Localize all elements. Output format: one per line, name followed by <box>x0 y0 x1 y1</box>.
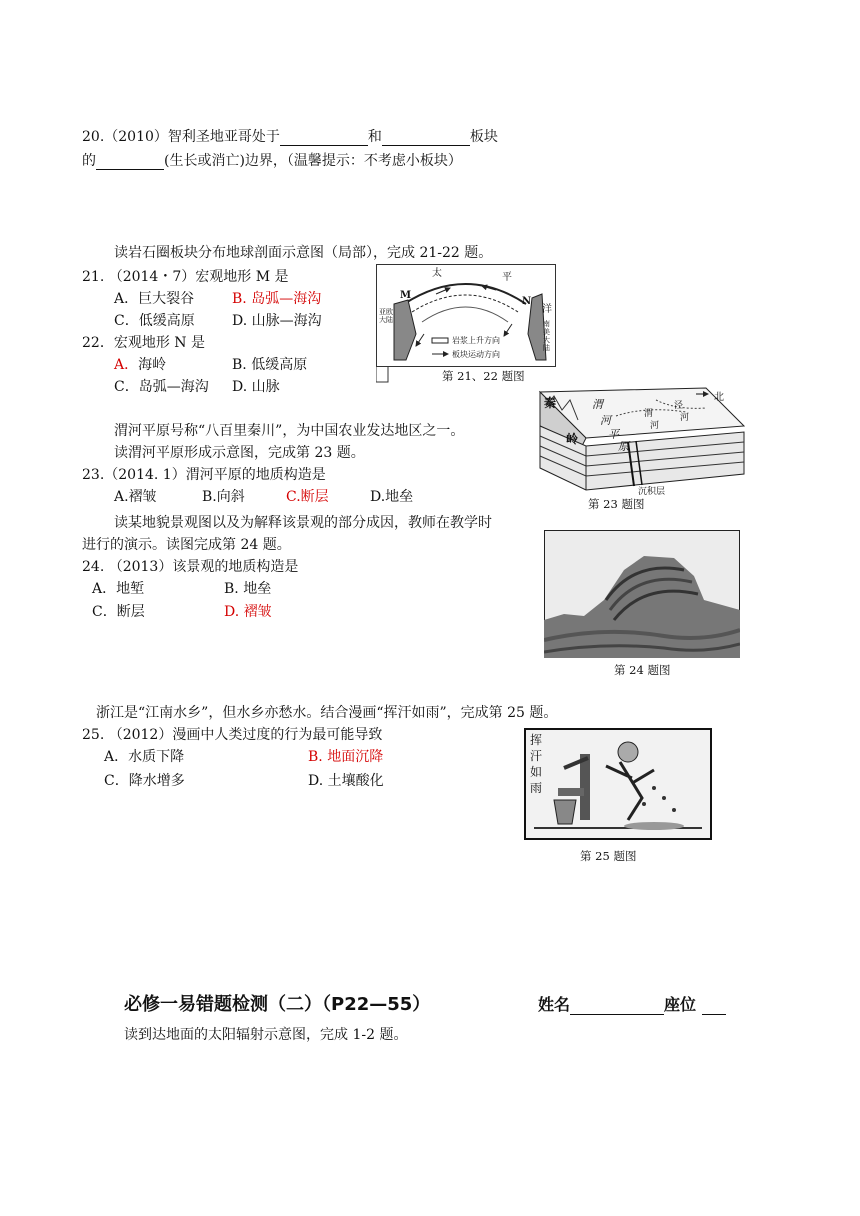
q24-option-d: D. 褶皱 <box>224 604 272 620</box>
intro-25: 浙江是“江南水乡”，但水乡亦愁水。结合漫画“挥汗如雨”，完成第 25 题。 <box>96 705 558 721</box>
q21-option-c: C．低缓高原 <box>114 313 195 329</box>
fig21-legend-2: 板块运动方向 <box>452 350 500 359</box>
q24-option-c: C．断层 <box>92 604 145 620</box>
q21-option-d: D. 山脉—海沟 <box>232 313 322 329</box>
q22-option-d: D. 山脉 <box>232 379 280 395</box>
section2-name-seat <box>538 992 726 1015</box>
intro-21-22: 读岩石圈板块分布地球剖面示意图（局部），完成 21-22 题。 <box>114 245 493 261</box>
seat-label: 座位 <box>664 995 697 1014</box>
fig25-vertical-title: 挥汗如雨 <box>530 733 543 795</box>
fig23-ping: 平 <box>608 428 619 441</box>
intro-23b: 读渭河平原形成示意图，完成第 23 题。 <box>114 445 365 461</box>
fold-landscape-photo <box>544 530 740 658</box>
question-20-line1: 20.（2010）智利圣地亚哥处于 和 板块 <box>82 129 498 145</box>
q24-option-b: B. 地垒 <box>224 581 272 597</box>
figure-24 <box>544 530 740 680</box>
q22-option-a: A．海岭 <box>114 357 167 373</box>
fig23-caption: 第 23 题图 <box>588 497 645 511</box>
q23-option-b: B.向斜 <box>202 489 245 505</box>
seat-blank <box>702 1000 726 1015</box>
answer-blank <box>96 155 164 170</box>
name-label: 姓名 <box>538 995 571 1014</box>
answer-blank <box>382 131 470 146</box>
section2-intro: 读到达地面的太阳辐射示意图，完成 1-2 题。 <box>124 1027 408 1043</box>
fig23-jing: 泾 <box>674 401 684 411</box>
q22-option-a-text: 海岭 <box>138 357 167 373</box>
answer-blank <box>280 131 368 146</box>
fig23-wei: 渭 <box>592 398 603 411</box>
fig21-label-yang: 洋 <box>542 304 552 315</box>
fig23-he2: 河 <box>650 421 660 431</box>
plate-cross-section-diagram <box>376 264 556 384</box>
q23-option-a: A.褶皱 <box>114 489 157 505</box>
fig21-label-ping: 平 <box>502 272 512 283</box>
question-22-stem: 22．宏观地形 N 是 <box>82 335 205 351</box>
fig23-north: 北 <box>714 392 724 403</box>
fig23-sediment: 沉积层 <box>638 487 666 497</box>
q23-option-d: D.地垒 <box>370 489 414 505</box>
figure-25 <box>524 728 712 864</box>
question-24-stem: 24. （2013）该景观的地质构造是 <box>82 559 299 575</box>
question-23-stem: 23.（2014. 1）渭河平原的地质构造是 <box>82 467 326 483</box>
figure-23 <box>536 386 746 512</box>
q21-option-b: B. 岛弧—海沟 <box>232 291 322 307</box>
fig21-label-tai: 太 <box>432 268 442 279</box>
question-25-stem: 25. （2012）漫画中人类过度的行为最可能导致 <box>82 727 383 743</box>
q24-option-a: A．地堑 <box>92 581 145 597</box>
fig23-yuan: 原 <box>618 440 629 453</box>
question-20-line2: 的 (生长或消亡)边界，（温馨提示：不考虑小板块） <box>82 153 462 169</box>
q22-option-b: B. 低缓高原 <box>232 357 308 373</box>
fig21-caption: 第 21、22 题图 <box>442 369 525 383</box>
fig21-label-m: M <box>400 290 412 301</box>
q23-option-c: C.断层 <box>286 489 329 505</box>
cartoon-sweat-like-rain <box>524 728 712 840</box>
fig25-caption: 第 25 题图 <box>580 849 637 863</box>
intro-24a: 读某地貌景观图以及为解释该景观的部分成因，教师在教学时 <box>114 515 492 531</box>
fig23-ling: 岭 <box>566 432 579 446</box>
fig21-label-n: N <box>522 296 532 307</box>
q25-option-c: C．降水增多 <box>104 773 185 789</box>
q22-option-c: C．岛弧—海沟 <box>114 379 209 395</box>
fig21-left-continent: 亚欧大陆 <box>379 308 393 324</box>
intro-24b: 进行的演示。读图完成第 24 题。 <box>82 537 291 553</box>
intro-23a: 渭河平原号称“八百里秦川”，为中国农业发达地区之一。 <box>114 423 465 439</box>
fig23-he3: 河 <box>680 413 690 423</box>
q25-option-d: D. 土壤酸化 <box>308 773 384 789</box>
name-blank <box>570 1000 664 1015</box>
fig21-legend-1: 岩浆上升方向 <box>452 336 500 345</box>
section2-title: 必修一易错题检测（二）（P22—55） <box>124 994 431 1015</box>
q25-option-a: A．水质下降 <box>104 749 185 765</box>
fig24-caption: 第 24 题图 <box>614 663 671 677</box>
question-21-stem: 21. （2014・7）宏观地形 M 是 <box>82 269 289 285</box>
q21-option-a: A．巨大裂谷 <box>114 291 195 307</box>
fig21-right-continent: 南美大陆 <box>543 320 550 352</box>
fig23-qin: 秦 <box>544 396 557 410</box>
figure-21-22 <box>376 264 556 384</box>
fig23-he: 河 <box>600 414 611 427</box>
fig23-wei2: 渭 <box>644 409 654 419</box>
q25-option-b: B. 地面沉降 <box>308 749 384 765</box>
